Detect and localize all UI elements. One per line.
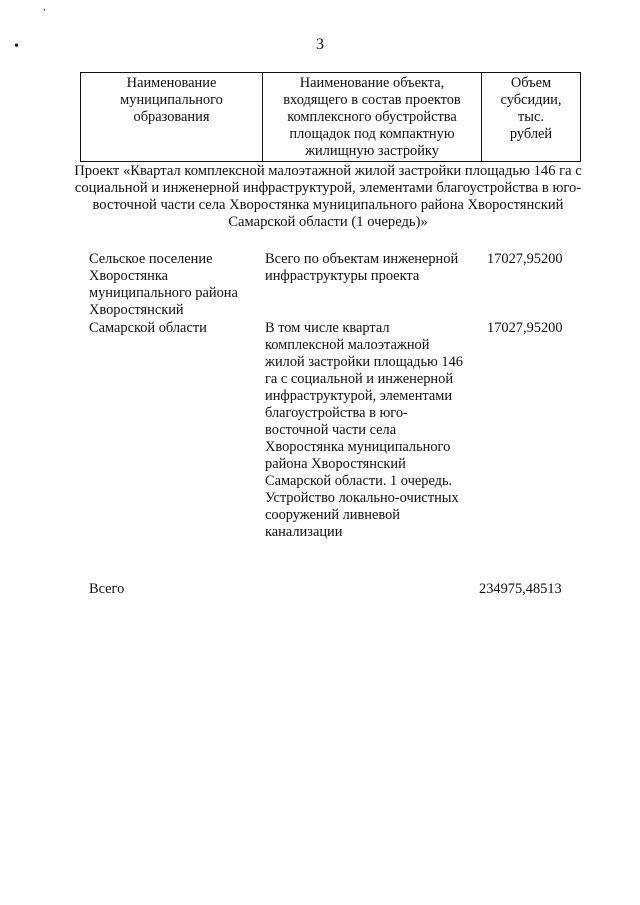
- header-object: Наименование объекта, входящего в состав проектов комплексного обустройства площадок под компактную жилищную застройку: [262, 73, 481, 161]
- row-2-object: В том числе квартал комплексной малоэтажной жилой застройки площадью 146 га с социальной и инженерной инфраструктурой, элементами благоустройства в юго-восточной части села Хворостянка муниципального района Хворостянский Самарской области. 1 очередь. Устройство локально-очистных сооружений ливневой канализации: [265, 320, 463, 540]
- row-2-amount: 17027,95200: [487, 320, 563, 336]
- project-title: Проект «Квартал комплексной малоэтажной жилой застройки площадью 146 га с социальной и инженерной инфраструктурой, элементами благоустройства в юго-восточной части села Хворостянка муниципального района Хворостянский Самарской области (1 очередь)»: [74, 163, 582, 230]
- table-header: [80, 72, 581, 162]
- header-subsidy: Объем субсидии, тыс. рублей: [481, 73, 580, 161]
- row-1-amount: 17027,95200: [487, 251, 563, 267]
- row-2-municipality: Самарской области: [89, 320, 207, 336]
- row-1-object: Всего по объектам инженерной инфраструктуры проекта: [265, 251, 459, 284]
- row-1-municipality: Сельское поселение Хворостянка муниципального района Хворостянский: [89, 251, 238, 318]
- page-number: 3: [316, 36, 324, 53]
- total-label: Всего: [89, 581, 125, 597]
- header-municipality: Наименование муниципального образования: [120, 75, 223, 125]
- margin-mark-top: ˙: [42, 7, 47, 22]
- margin-mark-left: •: [14, 39, 19, 54]
- total-amount: 234975,48513: [479, 581, 562, 597]
